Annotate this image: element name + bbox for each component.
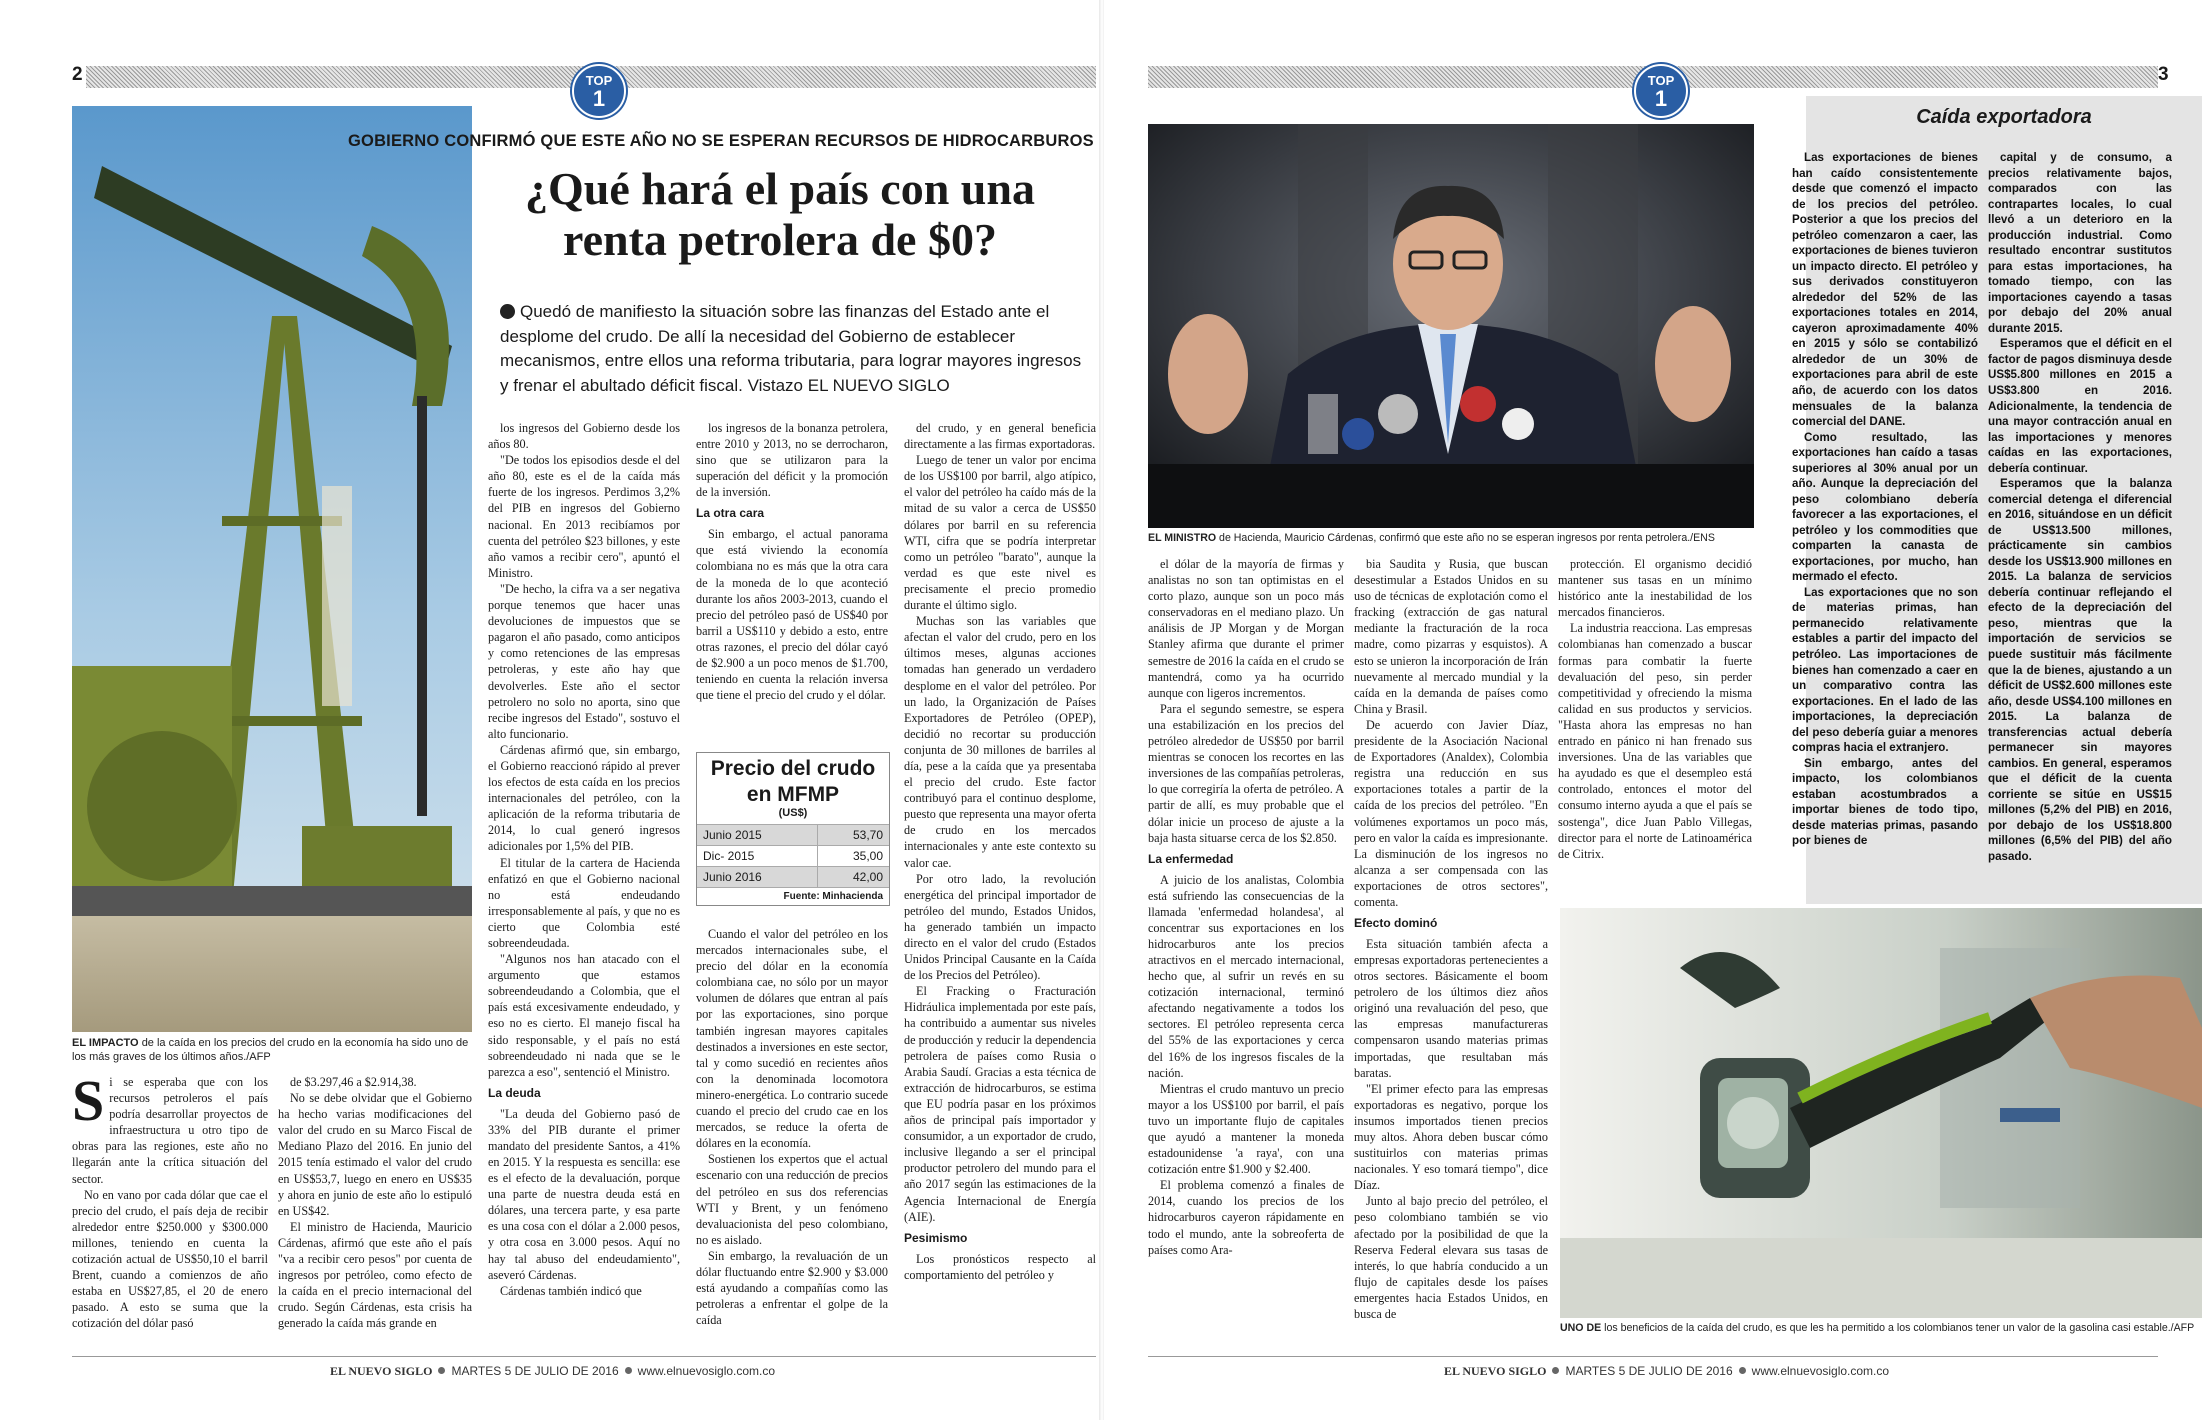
caption-text: de Hacienda, Mauricio Cárdenas, confirmó que este año no se esperan ingresos por renta petrolera./ENS bbox=[1219, 532, 1715, 544]
col4-p2: Luego de tener un valor por encima de los US$100 por barril, algo atípico, el valor del petróleo ha caído más de la mitad de su valor a cerca de US$50 dólares por barril en su referencia WTI, cifra que se podría interpretar como un petróleo "barato", aunque la verdad es que este nivel es precisamente el precio promedio durante el último siglo. bbox=[904, 453, 1096, 613]
sb2-p1: capital y de consumo, a precios relativamente bajos, comparados con las contrapartes locales, lo cual llevó a un deterioro en la producción industrial. Como resultado encontrar sustitutos para estas importaciones, ha tomado tiempo, con las importaciones cayendo a tasas por debajo del 20% anual durante 2015. bbox=[1988, 151, 2172, 335]
kicker: GOBIERNO CONFIRMÓ QUE ESTE AÑO NO SE ESPERAN RECURSOS DE HIDROCARBUROS bbox=[348, 132, 1094, 150]
sb1-p4: Sin embargo, antes del impacto, los colombianos estaban acostumbrados a importar bienes de todo tipo, desde materias primas, pasando por bienes de bbox=[1792, 756, 1978, 848]
bullet-dot-icon bbox=[500, 304, 515, 319]
col2-p2: "De todos los episodios desde el del año 80, este es el de la caída más fuerte de los ingresos. Perdimos 3,2% del PIB en ingresos del Gobierno nacional. En 2013 recibíamos por cuenta del petróleo $23 billones, y este año vamos a recibir cero", apuntó el Ministro. bbox=[488, 453, 680, 580]
col6-p4: "El primer efecto para las empresas exportadoras es negativo, porque los insumos importados tienen precios muy altos. Ahora deben buscar cómo sustituirlos con materias primas nacionales. Y eso tomará tiempo", dice Díaz. bbox=[1354, 1081, 1548, 1193]
minister-illustration bbox=[1148, 124, 1754, 528]
col2-p6: "Algunos nos han atacado con el argumento que estamos sobreendeudando a Colombia, que el país está excesivamente endeudado, y eso no es cierto. El manejo fiscal ha sido responsable, y el país no está sobreendeudado ni nada que se le parezca a eso", sentenció el Ministro. bbox=[488, 952, 680, 1079]
left-page bbox=[0, 0, 1100, 1420]
sb2-p2: Esperamos que el déficit en el factor de pagos disminuya desde US$5.800 millones en 2015 a US$3.800 en 2016. Adicionalmente, la tendencia de una mayor contracción anual en las importaciones y menores caídas en las exportaciones, debería continuar. bbox=[1988, 337, 2172, 475]
subhead-pesimismo: Pesimismo bbox=[904, 1230, 968, 1245]
row-label: Junio 2015 bbox=[697, 825, 817, 846]
col4-p6: Los pronósticos respecto al comportamiento del petróleo y bbox=[904, 1251, 1096, 1282]
col2-p4: Cárdenas afirmó que, sin embargo, el Gobierno reaccionó rápido al prever los efectos de esta caída en los precios internacionales del petróleo, con la aplicación de la reforma tributaria de 2014, lo cual generó ingresos adicionales por 1,5% del PIB. bbox=[488, 742, 680, 854]
caption-text: los beneficios de la caída del crudo, es que les ha permitido a los colombianos tener un valor de la gasolina casi estable./AFP bbox=[1604, 1322, 2195, 1334]
badge-number: 1 bbox=[1654, 86, 1668, 111]
minister-caption bbox=[1148, 532, 1754, 546]
minister-photo bbox=[1148, 124, 1754, 528]
col5-p3: A juicio de los analistas, Colombia está sufriendo las consecuencias de la llamada 'enfermedad holandesa', al concentrar sus exportaciones en los hidrocarburos ante los precios atractivos en el mercado internacional, hecho que, al sufrir un revés en su cotización internacional, terminó afectando negativamente a todos los sectores. El petróleo representa cerca del 55% de las exportaciones y cerca del 16% de los ingresos fiscales de la nación. bbox=[1148, 872, 1344, 1080]
col1b-p3: El ministro de Hacienda, Mauricio Cárdenas, afirmó que este año el país "va a recibir cero pesos" por cuenta de ingresos por petróleo, como efecto de la caída en el precio internacional del crudo. Según Cárdenas, esta crisis ha generado la caída más grande en bbox=[278, 1219, 472, 1331]
headline bbox=[480, 164, 1080, 265]
article-column-2 bbox=[488, 420, 680, 1352]
article-column-1b bbox=[278, 1074, 472, 1352]
col2-p7: "La deuda del Gobierno pasó de 33% del PIB durante el primer mandato del presidente Santos, a 41% en 2015. Y la respuesta es sencilla: ese es el efecto de la devaluación, porque una parte de nuestra deuda está en dólares, una tercera parte, y esa parte es una cosa con el dólar a 2.000 pesos, y otra cosa en 3.000 pesos. Aquí no hay tal abuso del endeudamiento", aseveró Cárdenas. bbox=[488, 1106, 680, 1282]
pumpjack-caption bbox=[72, 1036, 472, 1065]
table-row bbox=[697, 846, 889, 867]
dot-icon bbox=[625, 1367, 632, 1374]
sb1-p1: Las exportaciones de bienes han caído consistentemente desde que comenzó el impacto de los precios del petróleo. Posterior a que los precios del petróleo comenzaron a caer, las exportaciones de bienes tuvieron un impacto directo. El petróleo y sus derivados constituyeron alrededor del 52% de las exportaciones totales en 2014, cayeron aproximadamente 40% en 2015 y sólo se contabilizó alrededor de un 30% de exportaciones para abril de este año, de acuerdo con los datos mensuales de la balanza comercial del DANE. bbox=[1792, 151, 1978, 429]
col3-p3: Cuando el valor del petróleo en los mercados internacionales sube, el precio del dólar en la economía colombiana cae, no sólo por un mayor volumen de dólares que entran al país por las exportaciones, sino porque también ingresan mayores capitales destinados a inversiones en este sector, tal y como sucedió en recientes años con la denominada locomotora minero-energética. Lo contrario sucede cuando el precio del crudo cae en los mercados, se reduce la oferta de dólares en la economía. bbox=[696, 927, 888, 1151]
table-title-line1: Precio del crudo bbox=[710, 757, 876, 780]
dot-icon bbox=[1739, 1367, 1746, 1374]
badge-top-label: TOP bbox=[585, 73, 613, 88]
col3-p2: Sin embargo, el actual panorama que está viviendo la economía colombiana no es más que la otra cara de la moneda de lo que aconteció durante los años 2003-2013, cuando el precio del petróleo pasó de US$40 por barril a US$110 y debido a esto, entre otras razones, el precio del dólar cayó de $2.900 a un poco menos de $1.700, teniendo en cuenta la relación inversa que tiene el precio del crudo y el dólar. bbox=[696, 527, 888, 703]
page-number: 3 bbox=[2158, 64, 2169, 85]
caption-text: de la caída en los precios del crudo en la economía ha sido uno de los más graves de los últimos años./AFP bbox=[72, 1037, 469, 1064]
gas-pump-illustration bbox=[1560, 908, 2202, 1318]
pumpjack-photo bbox=[72, 106, 472, 1032]
subhead-efecto-domino: Efecto dominó bbox=[1354, 916, 1438, 931]
footer-date: MARTES 5 DE JULIO DE 2016 bbox=[451, 1364, 619, 1378]
footer-rule bbox=[72, 1356, 1096, 1357]
col6-p2: De acuerdo con Javier Díaz, presidente de la Asociación Nacional de Exportadores (Analdex), Colombia registra una reducción en sus exportaciones totales a partir de la caída de los precios del petróleo. "En volúmenes exportamos un poco más, pero en valor la caída es impresionante. La disminución de los ingresos no alcanza a ser compensada con las exportaciones de otros sectores", comenta. bbox=[1354, 717, 1548, 909]
gas-pump-photo bbox=[1560, 908, 2202, 1318]
crude-price-table bbox=[696, 752, 890, 906]
top1-badge bbox=[1634, 64, 1688, 118]
row-label: Dic- 2015 bbox=[697, 846, 817, 867]
row-value: 35,00 bbox=[817, 846, 889, 867]
drop-cap: S bbox=[72, 1074, 105, 1133]
col6-p1: bia Saudita y Rusia, que buscan desestimular a Estados Unidos en su uso de técnicas de explotación como el fracking (extracción de gas natural mediante la fracturación de la roca madre, como pizarras y esquistos). A esto se unieron la incorporación de Irán nuevamente al mercado mundial y la caída en la demanda de países como China y Brasil. bbox=[1354, 557, 1548, 716]
article-column-7 bbox=[1558, 556, 1752, 890]
row-label: Junio 2016 bbox=[697, 867, 817, 888]
col2-p8: Cárdenas también indicó que bbox=[500, 1283, 642, 1298]
col4-p1: del crudo, y en general beneficia directamente a las firmas exportadoras. bbox=[904, 421, 1096, 452]
table-unit: (US$) bbox=[778, 807, 808, 819]
lead-paragraph bbox=[500, 300, 1090, 399]
footer bbox=[1444, 1364, 1889, 1379]
table-title-line2: en MFMP bbox=[746, 783, 840, 806]
footer-logo: EL NUEVO SIGLO bbox=[1444, 1364, 1547, 1378]
article-column-4 bbox=[904, 420, 1096, 1352]
col4-p3: Muchas son las variables que afectan el valor del crudo, pero en los últimos meses, algunas acciones tomadas han generado un verdadero desplome en el valor del petróleo. Por un lado, la Organización de Países Exportadores de Petróleo (OPEP), decidió no recortar su producción conjunta de 30 millones de barriles al día, pese a la caída que ya presentaba el precio del crudo. Este factor contribuyó para el continuo desplome, puesto que representa una mayor oferta de crudo en los mercados internacionales y ante este contexto su valor cae. bbox=[904, 614, 1096, 870]
col1a-p2: No en vano por cada dólar que cae el precio del crudo, el país deja de recibir alrededor entre $250.000 y $300.000 millones, teniendo en cuenta la cotización actual de US$50,10 el barril Brent, cuando a comienzos de año estaba en US$27,85, el 20 de enero pasado. A esto se suma que la cotización del dólar pasó bbox=[72, 1187, 268, 1331]
gas-pump-caption bbox=[1560, 1322, 2202, 1336]
footer-date: MARTES 5 DE JULIO DE 2016 bbox=[1565, 1364, 1733, 1378]
col5-p5: El problema comenzó a finales de 2014, cuando los precios de los hidrocarburos cayeron rápidamente en todo el mundo, ante la sobreoferta de países como Ara- bbox=[1148, 1178, 1344, 1257]
col1b-p1: de $3.297,46 a $2.914,38. bbox=[290, 1075, 417, 1089]
col3-p5: Sin embargo, la revaluación de un dólar fluctuando entre $2.900 y $3.000 está ayudando a compañías como las petroleras a enfrentar el golpe de la caída bbox=[696, 1248, 888, 1328]
top1-badge bbox=[572, 64, 626, 118]
table-row bbox=[697, 867, 889, 888]
sidebar-title: Caída exportadora bbox=[1916, 106, 2092, 128]
col1a-p1: i se esperaba que con los recursos petroleros el país podría desarrollar proyectos de infraestructura u otro tipo de obras para las regiones, este año no llegarán ante la crítica situación del sector. bbox=[72, 1075, 268, 1186]
footer-url: www.elnuevosiglo.com.co bbox=[637, 1364, 776, 1378]
col6-p3: Esta situación también afecta a empresas exportadoras pertenecientes a otros sectores. Básicamente el boom petrolero de los últimos diez años originó una revaluación del peso, que las empresas manufactureras compensaron usando materias primas importadas, que resultaban más baratas. bbox=[1354, 936, 1548, 1080]
article-column-5 bbox=[1148, 556, 1344, 1352]
col1b-p2: No se debe olvidar que el Gobierno ha hecho varias modificaciones del valor del crudo en su Marco Fiscal de Mediano Plazo del 2016. En junio del 2015 tenía estimado el valor del crudo en US$53,7, luego en enero en US$35 y ahora en junio de este año lo estipuló en US$42. bbox=[278, 1091, 472, 1218]
sb1-p2: Como resultado, las exportaciones han caído a tasas superiores al 30% anual por un año. Aunque la depreciación del peso colombiano debería favorecer a las exportaciones, el petróleo y los commodities que comparten la canasta de exportaciones, por mucho, han mermado el efecto. bbox=[1792, 430, 1978, 584]
footer-url: www.elnuevosiglo.com.co bbox=[1751, 1364, 1890, 1378]
col2-p3: "De hecho, la cifra va a ser negativa porque tenemos que hacer unas devoluciones de impuestos que se pagaron el año pasado, como anticipos y como retenciones de las empresas petroleras, y este año hay que devolverles. Este año el sector petrolero no solo no aporta, sino que recibe ingresos del Estado", sostuvo el alto funcionario. bbox=[488, 581, 680, 741]
article-column-1a bbox=[72, 1074, 268, 1352]
subhead-la-otra-cara: La otra cara bbox=[696, 506, 765, 521]
caption-bold: UNO DE bbox=[1560, 1322, 1602, 1334]
col3-p1: los ingresos de la bonanza petrolera, entre 2010 y 2013, no se derrocharon, sino que se utilizaron para la superación del déficit y la promoción de la inversión. bbox=[696, 421, 888, 500]
right-page bbox=[1104, 0, 2204, 1420]
col5-p4: Mientras el crudo mantuvo un precio mayor a los US$100 por barril, el país tuvo un importante flujo de capitales que ayudó a mantener la moneda estadounidense 'a raya', con una cotización entre $1.900 y $2.400. bbox=[1148, 1081, 1344, 1177]
badge-number: 1 bbox=[592, 86, 606, 111]
col2-p5: El titular de la cartera de Hacienda enfatizó en que el Gobierno nacional no está endeudando irresponsablemente al país, y que no es cierto que Colombia esté sobreendeudada. bbox=[488, 855, 680, 950]
sidebar-column-1 bbox=[1792, 150, 1978, 882]
article-column-3a bbox=[696, 420, 888, 746]
row-value: 53,70 bbox=[817, 825, 889, 846]
row-value: 42,00 bbox=[817, 867, 889, 888]
subhead-la-deuda: La deuda bbox=[488, 1085, 541, 1100]
article-column-3b bbox=[696, 926, 888, 1352]
table-row bbox=[697, 825, 889, 846]
article-column-6 bbox=[1354, 556, 1548, 1352]
footer bbox=[330, 1364, 775, 1379]
headline-line-1: ¿Qué hará el país con una bbox=[525, 163, 1035, 214]
col2-p1: los ingresos del Gobierno desde los años 80. bbox=[488, 421, 680, 452]
badge-top-label: TOP bbox=[1647, 73, 1675, 88]
table-source: Fuente: Minhacienda bbox=[697, 887, 889, 905]
col3-p4: Sostienen los expertos que el actual escenario con una reducción de precios del petróleo en sus dos referencias WTI y Brent, y un fenómeno devaluacionista del peso colombiano, no es aislado. bbox=[696, 1152, 888, 1247]
col5-p1: el dólar de la mayoría de firmas y analistas no son tan optimistas en el corto plazo, aunque son un poco más conservadoras en el mediano plazo. Un análisis de JP Morgan y de Morgan Stanley afirma que durante el primer semestre de 2016 la caída en el crudo se mantendrá, como ya ha ocurrido aunque con ligeros incrementos. bbox=[1148, 557, 1344, 700]
col4-p5: El Fracking o Fracturación Hidráulica implementada por este país, ha contribuido a aumentar sus niveles de producción y reducir la dependencia petrolera de países como Rusia o Arabia Saudí. Gracias a esta técnica de extracción de hidrocarburos, se estima que EU podría pasar en los próximos años de principal país importador y consumidor, a un exportador de crudo, inclusive llegando a ser el principal productor petrolero del mundo para el año 2017 según las estimaciones de la Agencia Internacional de Energía (AIE). bbox=[904, 984, 1096, 1224]
headline-line-2: renta petrolera de $0? bbox=[563, 213, 997, 265]
footer-logo: EL NUEVO SIGLO bbox=[330, 1364, 433, 1378]
table-body bbox=[697, 824, 889, 887]
caption-bold: EL IMPACTO bbox=[72, 1037, 139, 1049]
col7-p1: protección. El organismo decidió mantener sus tasas en un mínimo histórico ante la inestabilidad de los mercados financieros. bbox=[1558, 557, 1752, 620]
footer-rule bbox=[1148, 1356, 2158, 1357]
lead-text: Quedó de manifiesto la situación sobre las finanzas del Estado ante el desplome del crudo. De allí la necesidad del Gobierno de establecer mecanismos, entre ellos una reforma tributaria, para lograr mayores ingresos y frenar el abultado déficit fiscal. Vistazo EL NUEVO SIGLO bbox=[500, 302, 1082, 395]
dot-icon bbox=[1552, 1367, 1559, 1374]
col6-p5: Junto al bajo precio del petróleo, el peso colombiano también se vio afectado por la posibilidad de que la Reserva Federal elevara sus tasas de interés, lo que habría conducido a un flujo de capitales desde los países emergentes hacia Estados Unidos, en busca de bbox=[1354, 1194, 1548, 1322]
pumpjack-illustration bbox=[72, 106, 472, 1032]
col4-p4: Por otro lado, la revolución energética del principal importador de petróleo del mundo, Estados Unidos, ha generado también un impacto directo en el valor del crudo (Estados Unidos Principal Causante en la Caída de los Precios del Petróleo). bbox=[904, 871, 1096, 983]
col5-p2: Para el segundo semestre, se espera una estabilización en los precios del petróleo alrededor de US$50 por barril mientras se conocen los recortes en las inversiones de las compañías petroleras, lo que corregiría la oferta de petróleo. A partir de allí, es muy probable que el dólar inicie un proceso de ajuste a la baja hasta situarse cerca de los $2.850. bbox=[1148, 701, 1344, 845]
sb2-p3: Esperamos que la balanza comercial detenga el diferencial en 2016, situándose en un déficit de US$13.500 millones, prácticamente sin cambios desde los US$13.900 millones en 2015. La balanza de servicios debería continuar reflejando el efecto de la depreciación del peso, mientras que la importación de servicios se puede sustituir más fácilmente que la de bienes, ajustando a un déficit de US$2.600 millones este año, desde US$4.100 millones en 2015. La balanza de transferencias actual debería permanecer sin mayores cambios. En general, esperamos que el déficit de la cuenta corriente se sitúe en US$15 millones (5,2% del PIB) en 2016, por debajo de los US$18.800 millones (6,5% del PIB) del año pasado. bbox=[1988, 477, 2172, 863]
subhead-la-enfermedad: La enfermedad bbox=[1148, 851, 1234, 866]
sb1-p3: Las exportaciones que no son de materias primas, han permanecido relativamente estables a partir del impacto del petróleo. Las importaciones de bienes han comenzado a caer en un comparativo contra las exportaciones. En el lado de las importaciones, la depreciación del peso debería guiar a menores compras hacia el extranjero. bbox=[1792, 585, 1978, 755]
sidebar-column-2 bbox=[1988, 150, 2172, 882]
page-number: 2 bbox=[72, 64, 83, 85]
caption-bold: EL MINISTRO bbox=[1148, 532, 1217, 544]
dot-icon bbox=[438, 1367, 445, 1374]
col7-p2: La industria reacciona. Las empresas colombianas han comenzado a buscar formas para combatir la fuerte devaluación del peso, sin perder competitividad y ofreciendo la misma calidad en sus productos y servicios. "Hasta ahora las empresas no han entrado en pánico ni han frenado sus inversiones. Una de las variables que ha ayudado es que el desempleo está controlado, entonces el motor del consumo interno ayuda a que el país se sostenga", dice Juan Pablo Villegas, director para el norte de Latinoamérica de Citrix. bbox=[1558, 621, 1752, 861]
